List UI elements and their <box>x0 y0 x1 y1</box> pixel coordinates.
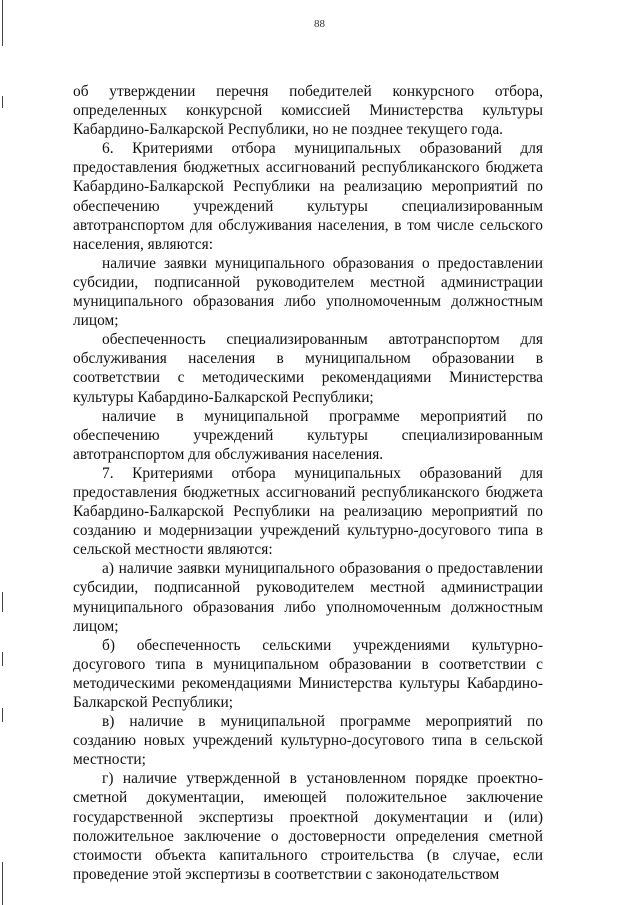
paragraph-subitem-a: а) наличие заявки муниципального образования о предоставлении субсидии, подписанной руководителем местной администрации муниципального образования либо уполномоченным должностным лицом; <box>73 560 543 635</box>
paragraph-criterion: наличие в муниципальной программе мероприятий по обеспечению учреждений культуры специализированным автотранспортом для обслуживания населения. <box>73 407 543 463</box>
document-body <box>73 82 543 884</box>
paragraph-item-6: 6. Критериями отбора муниципальных образований для предоставления бюджетных ассигнований республиканского бюджета Кабардино-Балкарской Республики на реализацию мероприятий по обеспечению учреждений культуры специализированным автотранспортом для обслуживания населения, в том числе сельского населения, являются: <box>73 140 543 253</box>
scan-margin-mark <box>2 862 3 905</box>
paragraph-continuation: об утверждении перечня победителей конкурсного отбора, определенных конкурсной комиссией Министерства культуры Кабардино-Балкарской Республики, но не позднее текущего года. <box>73 83 543 139</box>
scan-margin-mark <box>2 652 3 666</box>
scan-margin-mark <box>2 592 3 612</box>
scan-margin-mark <box>2 708 3 722</box>
page-number: 88 <box>314 18 325 30</box>
scan-margin-mark <box>2 96 3 108</box>
paragraph-subitem-v: в) наличие в муниципальной программе мероприятий по созданию новых учреждений культурно-досугового типа в сельской местности; <box>73 713 543 769</box>
scan-margin-mark <box>2 0 3 46</box>
paragraph-criterion: наличие заявки муниципального образования о предоставлении субсидии, подписанной руководителем местной администрации муниципального образования либо уполномоченным должностным лицом; <box>73 254 543 330</box>
paragraph-subitem-g: г) наличие утвержденной в установленном порядке проектно-сметной документации, имеющей положительное заключение государственной экспертизы проектной документации и (или) положительное заключение о достоверности определения сметной стоимости объекта капитального строительства (в случае, если проведение этой экспертизы в соответствии с законодательством <box>73 770 543 883</box>
paragraph-item-7: 7. Критериями отбора муниципальных образований для предоставления бюджетных ассигнований республиканского бюджета Кабардино-Балкарской Республики на реализацию мероприятий по созданию и модернизации учреждений культурно-досугового типа в сельской местности являются: <box>73 464 543 559</box>
paragraph-subitem-b: б) обеспеченность сельскими учреждениями культурно-досугового типа в муниципальном образовании в соответствии с методическими рекомендациями Министерства культуры Кабардино-Балкарской Республики; <box>73 636 543 711</box>
paragraph-criterion: обеспеченность специализированным автотранспортом для обслуживания населения в муниципальном образовании в соответствии с методическими рекомендациями Министерства культуры Кабардино-Балкарской Республики; <box>73 331 543 406</box>
